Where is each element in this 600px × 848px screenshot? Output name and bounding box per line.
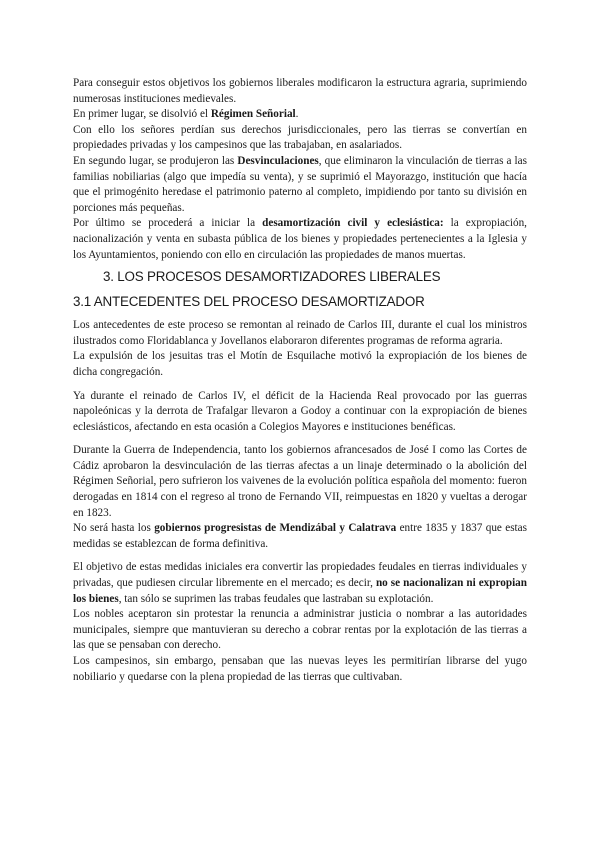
bold-term: Régimen Señorial bbox=[210, 108, 296, 121]
bold-term: desamortización civil y eclesiástica: bbox=[262, 217, 444, 230]
paragraph-objetivos: Para conseguir estos objetivos los gobiernos liberales modificaron la estructura agraria, suprimiendo numerosas instituciones medievales. bbox=[73, 77, 527, 105]
paragraph-desamortizacion bbox=[73, 216, 527, 263]
document-body bbox=[73, 76, 527, 685]
paragraph-antecedentes: Los antecedentes de este proceso se remontan al reinado de Carlos III, durante el cual los ministros ilustrados como Floridablanca y Jovellanos elaboraron diferentes programas de reforma agraria. bbox=[73, 319, 527, 347]
paragraph-objetivo bbox=[73, 560, 527, 607]
paragraph-senores: Con ello los señores perdían sus derechos jurisdiccionales, pero las tierras se convertían en propiedades privadas y los campesinos que las trabajaban, en asalariados. bbox=[73, 123, 527, 152]
section-heading: 3. LOS PROCESOS DESAMORTIZADORES LIBERALES bbox=[103, 269, 441, 285]
text-span: En segundo lugar, se produjeron las bbox=[73, 154, 238, 167]
paragraph-mendizabal bbox=[73, 521, 527, 552]
bold-term: gobiernos progresistas de Mendizábal y Calatrava bbox=[154, 522, 397, 535]
text-span: , tan sólo se suprimen las trabas feudales que lastraban su explotación. bbox=[118, 592, 434, 605]
paragraph-regimen-senorial bbox=[73, 107, 527, 123]
paragraph-guerra-independencia: Durante la Guerra de Independencia, tanto los gobiernos afrancesados de José I como las Cortes de Cádiz aprobaron la desvinculación de las tierras afectas a un linaje determinado o la abolición del Régimen Señorial, pero sufrieron los vaivenes de la evolución política española del momento: fueron derogadas en 1814 con el regreso al trono de Fernando VII, reimpuestas en 1820 y vueltas a derogar en 1823. bbox=[73, 444, 527, 519]
paragraph-desvinculaciones bbox=[73, 154, 527, 216]
paragraph-carlos-iv: Ya durante el reinado de Carlos IV, el déficit de la Hacienda Real provocado por las guerras napoleónicas y la derrota de Trafalgar llevaron a Godoy a continuar con la expropiación de bienes eclesiásticos, afectando en esta ocasión a Colegios Mayores e instituciones benéficas. bbox=[73, 389, 527, 433]
paragraph-jesuitas: La expulsión de los jesuitas tras el Motín de Esquilache motivó la expropiación de los bienes de dicha congregación. bbox=[73, 350, 527, 378]
text-span: Por último se procederá a iniciar la bbox=[73, 217, 263, 230]
bold-term: no se nacionalizan ni expropian los bienes bbox=[73, 577, 527, 605]
text-span: la expropiación, nacionalización y venta en subasta pública de los bienes y propiedades pertenecientes a la Iglesia y los Ayuntamientos, poniendo con ello en circulación las propiedades de manos muertas. bbox=[73, 217, 527, 261]
text-span: . bbox=[295, 108, 299, 121]
text-span: En primer lugar, se disolvió el bbox=[73, 108, 211, 121]
text-span: entre 1835 y 1837 que estas medidas se establezcan de forma definitiva. bbox=[73, 522, 527, 550]
text-span: El objetivo de estas medidas iniciales era convertir las propiedades feudales en tierras individuales y privadas, que pudiesen circular libremente en el mercado; es decir, bbox=[73, 561, 527, 590]
subsection-heading: 3.1 ANTECEDENTES DEL PROCESO DESAMORTIZADOR bbox=[73, 294, 425, 310]
paragraph-campesinos: Los campesinos, sin embargo, pensaban que las nuevas leyes les permitirían librarse del yugo nobiliario y quedarse con la plena propiedad de las tierras que cultivaban. bbox=[73, 655, 527, 683]
text-span: , que eliminaron la vinculación de tierras a las familias nobiliarias (algo que impedía su venta), y se suprimió el Mayorazgo, institución que hacía que el primogénito heredase el patrimonio paterno al completo, impidiendo por tanto su división en porciones más pequeñas. bbox=[73, 154, 527, 214]
text-span: No será hasta los bbox=[73, 522, 155, 535]
paragraph-nobles: Los nobles aceptaron sin protestar la renuncia a administrar justicia o nombrar a las autoridades municipales, siempre que mantuvieran su derecho a cobrar rentas por la explotación de las tierras a las que se pensaban con derecho. bbox=[73, 608, 527, 652]
bold-term: Desvinculaciones bbox=[237, 154, 319, 167]
